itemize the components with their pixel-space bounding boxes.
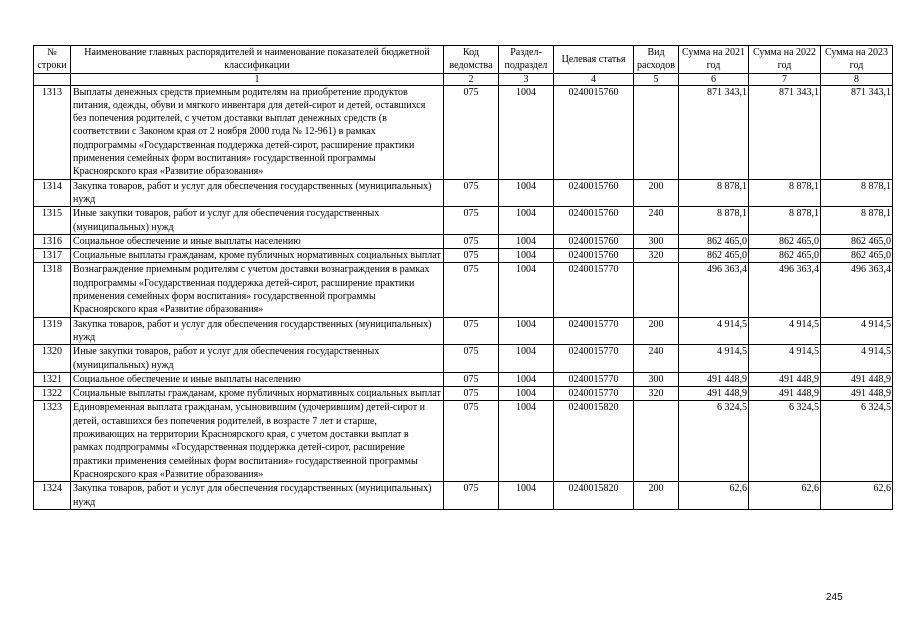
column-number: 2 (444, 73, 499, 85)
row-sum-2023: 871 343,1 (821, 85, 893, 179)
row-target: 0240015760 (554, 207, 634, 235)
header-row-no: № строки (34, 46, 71, 74)
row-number: 1316 (34, 234, 71, 248)
row-dept-code: 075 (444, 345, 499, 373)
row-section: 1004 (499, 263, 554, 317)
header-name: Наименование главных распорядителей и наименование показателей бюджетной классификации (71, 46, 444, 74)
row-section: 1004 (499, 249, 554, 263)
row-sum-2023: 491 448,9 (821, 387, 893, 401)
row-expense-type: 240 (634, 345, 679, 373)
table-row (34, 179, 893, 207)
row-sum-2022: 862 465,0 (749, 234, 821, 248)
row-expense-type: 200 (634, 482, 679, 510)
table-row (34, 207, 893, 235)
table-row (34, 249, 893, 263)
row-name: Закупка товаров, работ и услуг для обеспечения государственных (муниципальных) нужд (71, 317, 444, 345)
row-number: 1314 (34, 179, 71, 207)
row-sum-2023: 4 914,5 (821, 345, 893, 373)
row-dept-code: 075 (444, 387, 499, 401)
row-sum-2023: 491 448,9 (821, 372, 893, 386)
row-target: 0240015760 (554, 249, 634, 263)
row-sum-2023: 62,6 (821, 482, 893, 510)
row-target: 0240015770 (554, 372, 634, 386)
row-expense-type: 240 (634, 207, 679, 235)
header-row (34, 46, 893, 74)
row-expense-type (634, 401, 679, 482)
row-sum-2023: 4 914,5 (821, 317, 893, 345)
row-target: 0240015770 (554, 263, 634, 317)
row-sum-2021: 4 914,5 (679, 345, 749, 373)
table-row (34, 85, 893, 179)
row-sum-2023: 6 324,5 (821, 401, 893, 482)
row-sum-2022: 4 914,5 (749, 345, 821, 373)
row-expense-type (634, 263, 679, 317)
budget-table (33, 45, 893, 510)
row-sum-2021: 496 363,4 (679, 263, 749, 317)
row-sum-2021: 8 878,1 (679, 207, 749, 235)
row-number: 1319 (34, 317, 71, 345)
row-name: Социальные выплаты гражданам, кроме публичных нормативных социальных выплат (71, 387, 444, 401)
row-number: 1321 (34, 372, 71, 386)
column-number: 4 (554, 73, 634, 85)
header-sum-2023: Сумма на 2023 год (821, 46, 893, 74)
row-expense-type: 300 (634, 234, 679, 248)
row-section: 1004 (499, 234, 554, 248)
column-number: 7 (749, 73, 821, 85)
row-dept-code: 075 (444, 179, 499, 207)
column-number (34, 73, 71, 85)
row-section: 1004 (499, 207, 554, 235)
row-section: 1004 (499, 345, 554, 373)
row-number: 1320 (34, 345, 71, 373)
row-sum-2023: 496 363,4 (821, 263, 893, 317)
page-number: 245 (826, 592, 843, 603)
column-number-row (34, 73, 893, 85)
row-target: 0240015770 (554, 387, 634, 401)
row-name: Закупка товаров, работ и услуг для обеспечения государственных (муниципальных) нужд (71, 482, 444, 510)
row-name: Социальное обеспечение и иные выплаты населению (71, 372, 444, 386)
column-number: 6 (679, 73, 749, 85)
row-name: Иные закупки товаров, работ и услуг для обеспечения государственных (муниципальных) нужд (71, 345, 444, 373)
row-target: 0240015760 (554, 234, 634, 248)
row-sum-2023: 8 878,1 (821, 179, 893, 207)
row-name: Вознаграждение приемным родителям с учетом доставки вознаграждения в рамках подпрограммы «Государственная поддержка детей-сирот, расширение практики применения семейных форм воспитания» государственной программы Красноярского края «Развитие образования» (71, 263, 444, 317)
row-number: 1324 (34, 482, 71, 510)
table-body (34, 85, 893, 509)
row-target: 0240015770 (554, 345, 634, 373)
row-sum-2022: 8 878,1 (749, 179, 821, 207)
row-target: 0240015820 (554, 401, 634, 482)
header-sum-2021: Сумма на 2021 год (679, 46, 749, 74)
row-number: 1318 (34, 263, 71, 317)
row-sum-2021: 62,6 (679, 482, 749, 510)
row-sum-2022: 871 343,1 (749, 85, 821, 179)
row-dept-code: 075 (444, 234, 499, 248)
row-dept-code: 075 (444, 207, 499, 235)
row-sum-2023: 862 465,0 (821, 249, 893, 263)
row-expense-type: 200 (634, 317, 679, 345)
row-expense-type: 320 (634, 387, 679, 401)
row-number: 1313 (34, 85, 71, 179)
row-sum-2022: 862 465,0 (749, 249, 821, 263)
row-target: 0240015760 (554, 179, 634, 207)
row-section: 1004 (499, 482, 554, 510)
row-section: 1004 (499, 387, 554, 401)
column-number: 3 (499, 73, 554, 85)
row-target: 0240015820 (554, 482, 634, 510)
row-expense-type: 320 (634, 249, 679, 263)
column-number: 8 (821, 73, 893, 85)
row-section: 1004 (499, 85, 554, 179)
table-row (34, 263, 893, 317)
row-sum-2021: 491 448,9 (679, 372, 749, 386)
table-row (34, 401, 893, 482)
column-number: 1 (71, 73, 444, 85)
row-dept-code: 075 (444, 372, 499, 386)
table-row (34, 317, 893, 345)
row-sum-2022: 491 448,9 (749, 387, 821, 401)
header-expense-type: Вид расходов (634, 46, 679, 74)
row-target: 0240015760 (554, 85, 634, 179)
column-number: 5 (634, 73, 679, 85)
row-expense-type: 200 (634, 179, 679, 207)
header-sum-2022: Сумма на 2022 год (749, 46, 821, 74)
row-target: 0240015770 (554, 317, 634, 345)
row-expense-type: 300 (634, 372, 679, 386)
row-section: 1004 (499, 372, 554, 386)
row-section: 1004 (499, 179, 554, 207)
header-dept-code: Код ведомства (444, 46, 499, 74)
row-sum-2022: 6 324,5 (749, 401, 821, 482)
row-sum-2022: 4 914,5 (749, 317, 821, 345)
row-dept-code: 075 (444, 482, 499, 510)
row-number: 1322 (34, 387, 71, 401)
table-row (34, 234, 893, 248)
header-section: Раздел-подраздел (499, 46, 554, 74)
row-dept-code: 075 (444, 263, 499, 317)
row-sum-2021: 6 324,5 (679, 401, 749, 482)
table-row (34, 482, 893, 510)
table-row (34, 345, 893, 373)
row-sum-2022: 62,6 (749, 482, 821, 510)
row-dept-code: 075 (444, 85, 499, 179)
row-sum-2022: 491 448,9 (749, 372, 821, 386)
row-name: Выплаты денежных средств приемным родителям на приобретение продуктов питания, одежды, обуви и мягкого инвентаря для детей-сирот и детей, оставшихся без попечения родителей, с учетом доставки выплат денежных средств (в соответствии с Законом края от 2 ноября 2000 года № 12-961) в рамках подпрограммы «Государственная поддержка детей-сирот, расширение практики применения семейных форм воспитания» государственной программы Красноярского края «Развитие образования» (71, 85, 444, 179)
row-sum-2021: 862 465,0 (679, 249, 749, 263)
row-name: Единовременная выплата гражданам, усыновившим (удочерившим) детей-сирот и детей, оставшихся без попечения родителей, в возрасте 7 лет и старше, проживающих на территории Красноярского края, с учетом доставки выплат в рамках подпрограммы «Государственная поддержка детей-сирот, расширение практики применения семейных форм воспитания» государственной программы Красноярского края «Развитие образования» (71, 401, 444, 482)
row-dept-code: 075 (444, 317, 499, 345)
row-sum-2021: 4 914,5 (679, 317, 749, 345)
row-name: Социальные выплаты гражданам, кроме публичных нормативных социальных выплат (71, 249, 444, 263)
row-sum-2021: 8 878,1 (679, 179, 749, 207)
header-target: Целевая статья (554, 46, 634, 74)
row-sum-2021: 862 465,0 (679, 234, 749, 248)
row-expense-type (634, 85, 679, 179)
row-sum-2022: 496 363,4 (749, 263, 821, 317)
table-row (34, 372, 893, 386)
row-name: Закупка товаров, работ и услуг для обеспечения государственных (муниципальных) нужд (71, 179, 444, 207)
row-section: 1004 (499, 401, 554, 482)
row-name: Иные закупки товаров, работ и услуг для обеспечения государственных (муниципальных) нужд (71, 207, 444, 235)
table-row (34, 387, 893, 401)
row-sum-2023: 862 465,0 (821, 234, 893, 248)
row-name: Социальное обеспечение и иные выплаты населению (71, 234, 444, 248)
row-number: 1315 (34, 207, 71, 235)
row-sum-2023: 8 878,1 (821, 207, 893, 235)
row-number: 1317 (34, 249, 71, 263)
row-dept-code: 075 (444, 401, 499, 482)
row-dept-code: 075 (444, 249, 499, 263)
row-sum-2022: 8 878,1 (749, 207, 821, 235)
row-sum-2021: 491 448,9 (679, 387, 749, 401)
row-number: 1323 (34, 401, 71, 482)
row-sum-2021: 871 343,1 (679, 85, 749, 179)
row-section: 1004 (499, 317, 554, 345)
